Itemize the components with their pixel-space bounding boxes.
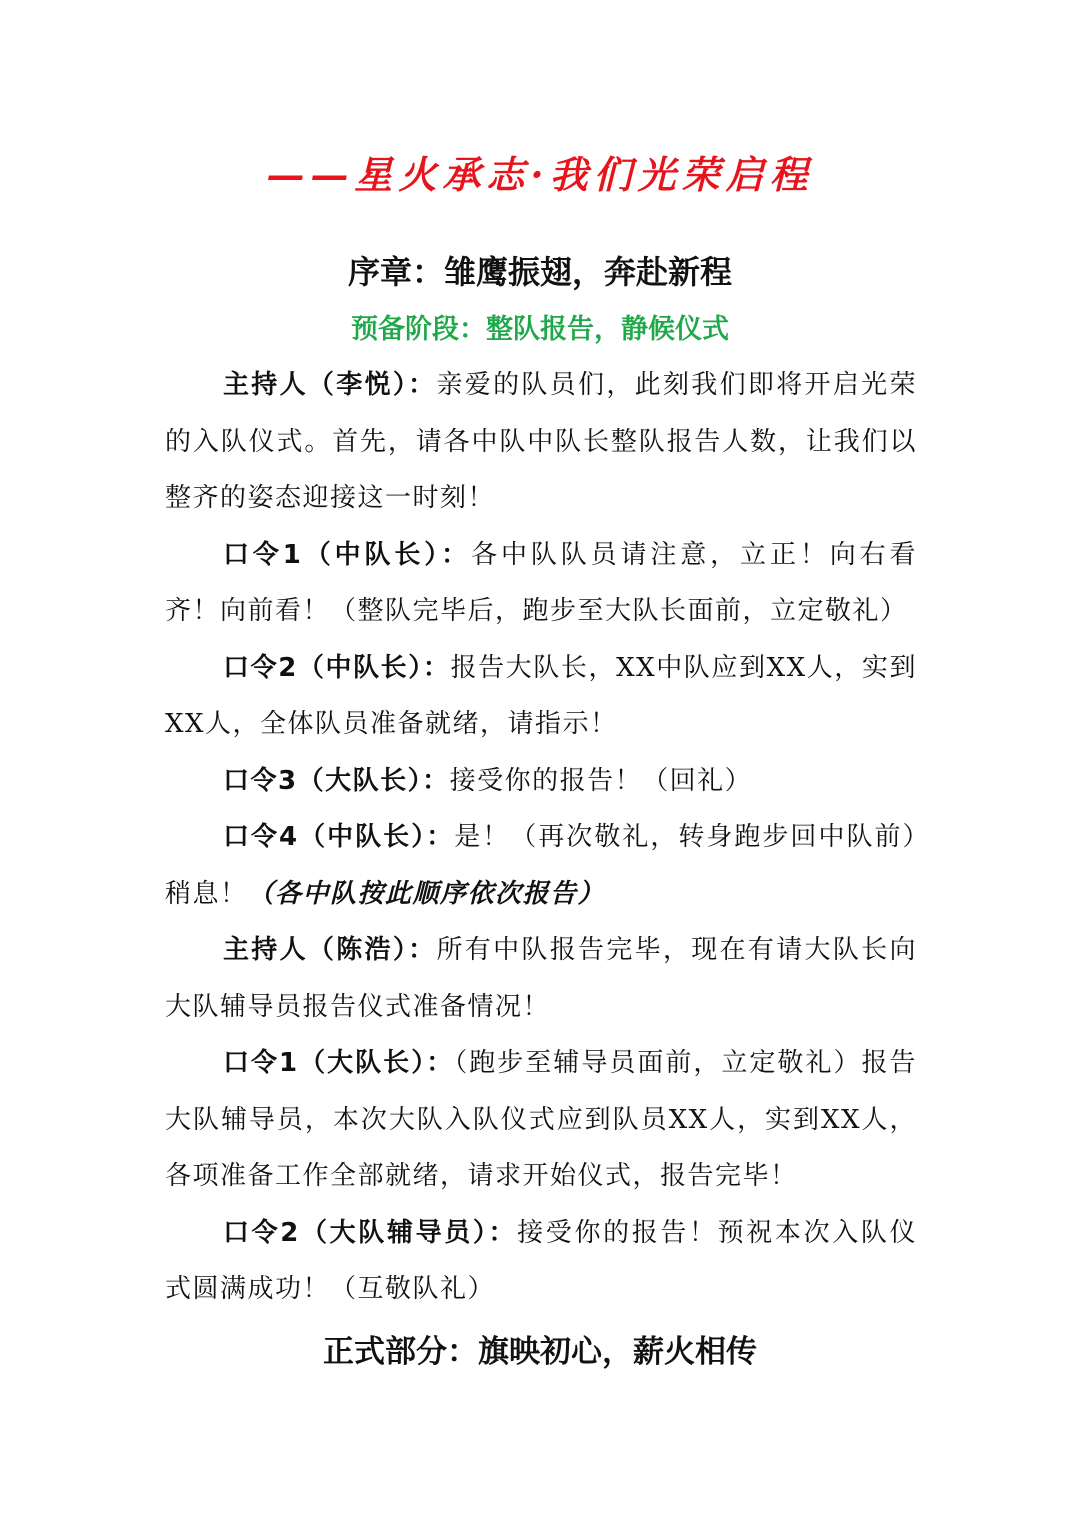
speaker-label: 口令1（中队长）：: [223, 539, 472, 570]
paragraph-command-2-squad-leader: [165, 640, 917, 753]
stage-heading: 预备阶段：整队报告，静候仪式: [351, 314, 729, 345]
speaker-label: 口令1（大队长）：: [223, 1048, 455, 1078]
paragraph-text: 接受你的报告！预祝本次入队仪式圆满成功！（互敬队礼）: [165, 1217, 917, 1304]
speaker-label: 口令3（大队长）：: [223, 765, 450, 796]
document-title: ——星火承志·我们光荣启程: [266, 152, 814, 197]
paragraph-text: 接受你的报告！（回礼）: [449, 765, 753, 796]
paragraph-command-2-counselor: [165, 1205, 917, 1318]
paragraph-note: （各中队按此顺序依次报告）: [247, 878, 606, 909]
chapter-heading: 序章：雏鹰振翅，奔赴新程: [347, 253, 732, 291]
paragraph-command-1-squad-leader: [165, 527, 917, 640]
paragraph-text: 各中队队员请注意，立正！向右看齐！向前看！（整队完毕后，跑步至大队长面前，立定敬礼）: [165, 539, 917, 626]
paragraph-text: 是！（再次敬礼，转身跑步回中队前）稍息！: [165, 822, 917, 909]
paragraph-command-4-squad-leader: [165, 809, 917, 922]
paragraph-host-liyue: [165, 357, 917, 527]
speaker-label: 主持人（李悦）：: [223, 370, 437, 400]
paragraph-text: 报告大队长，XX中队应到XX人，实到XX人，全体队员准备就绪，请指示！: [165, 652, 917, 739]
paragraph-text: 所有中队报告完毕，现在有请大队长向大队辅导员报告仪式准备情况！: [165, 935, 917, 1022]
speaker-label: 口令2（大队辅导员）：: [223, 1217, 518, 1248]
speaker-label: 主持人（陈浩）：: [223, 935, 437, 965]
paragraph-host-chenhao: [165, 922, 917, 1035]
paragraph-text: 亲爱的队员们，此刻我们即将开启光荣的入队仪式。首先，请各中队中队长整队报告人数，让我们以整齐的姿态迎接这一时刻！: [165, 370, 917, 513]
paragraph-command-3-brigade-leader: [165, 753, 917, 810]
speaker-label: 口令4（中队长）：: [223, 822, 455, 852]
section-heading: 正式部分：旗映初心，薪火相传: [323, 1334, 757, 1370]
speaker-label: 口令2（中队长）：: [223, 652, 451, 683]
paragraph-command-1-brigade-leader: [165, 1035, 917, 1205]
script-body: [165, 357, 917, 1318]
paragraph-text: （跑步至辅导员面前，立定敬礼）报告大队辅导员，本次大队入队仪式应到队员XX人，实到XX人，各项准备工作全部就绪，请求开始仪式，报告完毕！: [165, 1048, 917, 1191]
